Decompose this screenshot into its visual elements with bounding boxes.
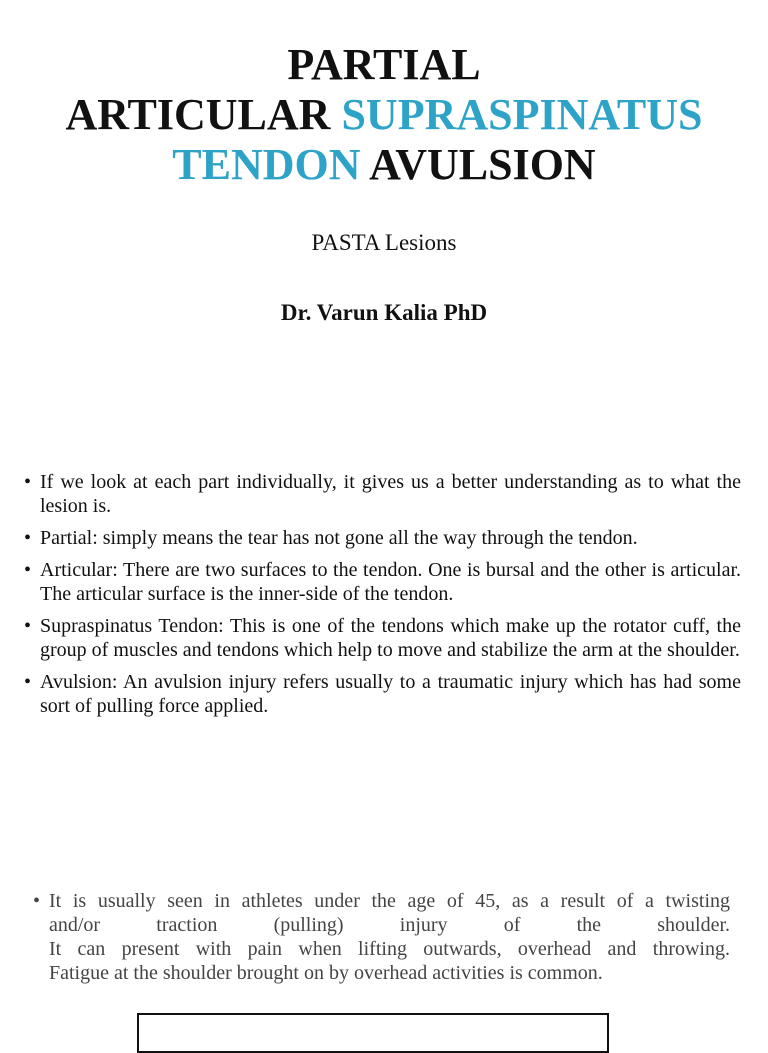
- page-title: [20, 40, 748, 190]
- author-name: Dr. Varun Kalia PhD: [280, 300, 488, 325]
- title-word-avulsion: AVULSION: [369, 140, 596, 189]
- bullet-text-line: and/or traction (pulling) injury of the shoulder.: [49, 914, 730, 936]
- bullet-text: Articular: There are two surfaces to the tendon. One is bursal and the other is articular. The articular surface is the inner-side of the tendon.: [40, 559, 741, 605]
- bullet-text-line: Fatigue at the shoulder brought on by overhead activities is common.: [49, 962, 603, 984]
- bullet-list: [24, 470, 741, 726]
- bullet-text-line: It can present with pain when lifting outwards, overhead and throwing.: [49, 938, 730, 960]
- bullet-icon: •: [24, 559, 32, 581]
- title-word-supraspinatus: SUPRASPINATUS: [341, 90, 703, 139]
- secondary-bullet-list: [33, 889, 730, 985]
- bullet-icon: •: [24, 527, 32, 549]
- list-item: [24, 558, 741, 606]
- list-item: [33, 889, 730, 985]
- bottom-frame-box: [137, 1013, 609, 1053]
- list-item: [24, 470, 741, 518]
- title-word-tendon: TENDON: [172, 140, 361, 189]
- bullet-text: Supraspinatus Tendon: This is one of the tendons which make up the rotator cuff, the group of muscles and tendons which help to move and stabilize the arm at the shoulder.: [40, 615, 741, 661]
- bullet-text: Avulsion: An avulsion injury refers usually to a traumatic injury which has had some sort of pulling force applied.: [40, 671, 741, 717]
- title-word-articular: ARTICULAR: [65, 90, 331, 139]
- bullet-icon: •: [24, 471, 32, 493]
- list-item: [24, 670, 741, 718]
- bullet-icon: •: [24, 671, 32, 693]
- bullet-icon: •: [24, 615, 32, 637]
- bullet-text-line: It is usually seen in athletes under the age of 45, as a result of a twisting: [49, 890, 730, 912]
- list-item: [24, 614, 741, 662]
- list-item: [24, 526, 741, 550]
- bullet-icon: •: [33, 890, 41, 912]
- bullet-text: Partial: simply means the tear has not gone all the way through the tendon.: [40, 527, 638, 549]
- bullet-text: If we look at each part individually, it gives us a better understanding as to what the lesion is.: [40, 471, 741, 517]
- subtitle: PASTA Lesions: [311, 230, 457, 255]
- title-word-partial: PARTIAL: [287, 40, 481, 89]
